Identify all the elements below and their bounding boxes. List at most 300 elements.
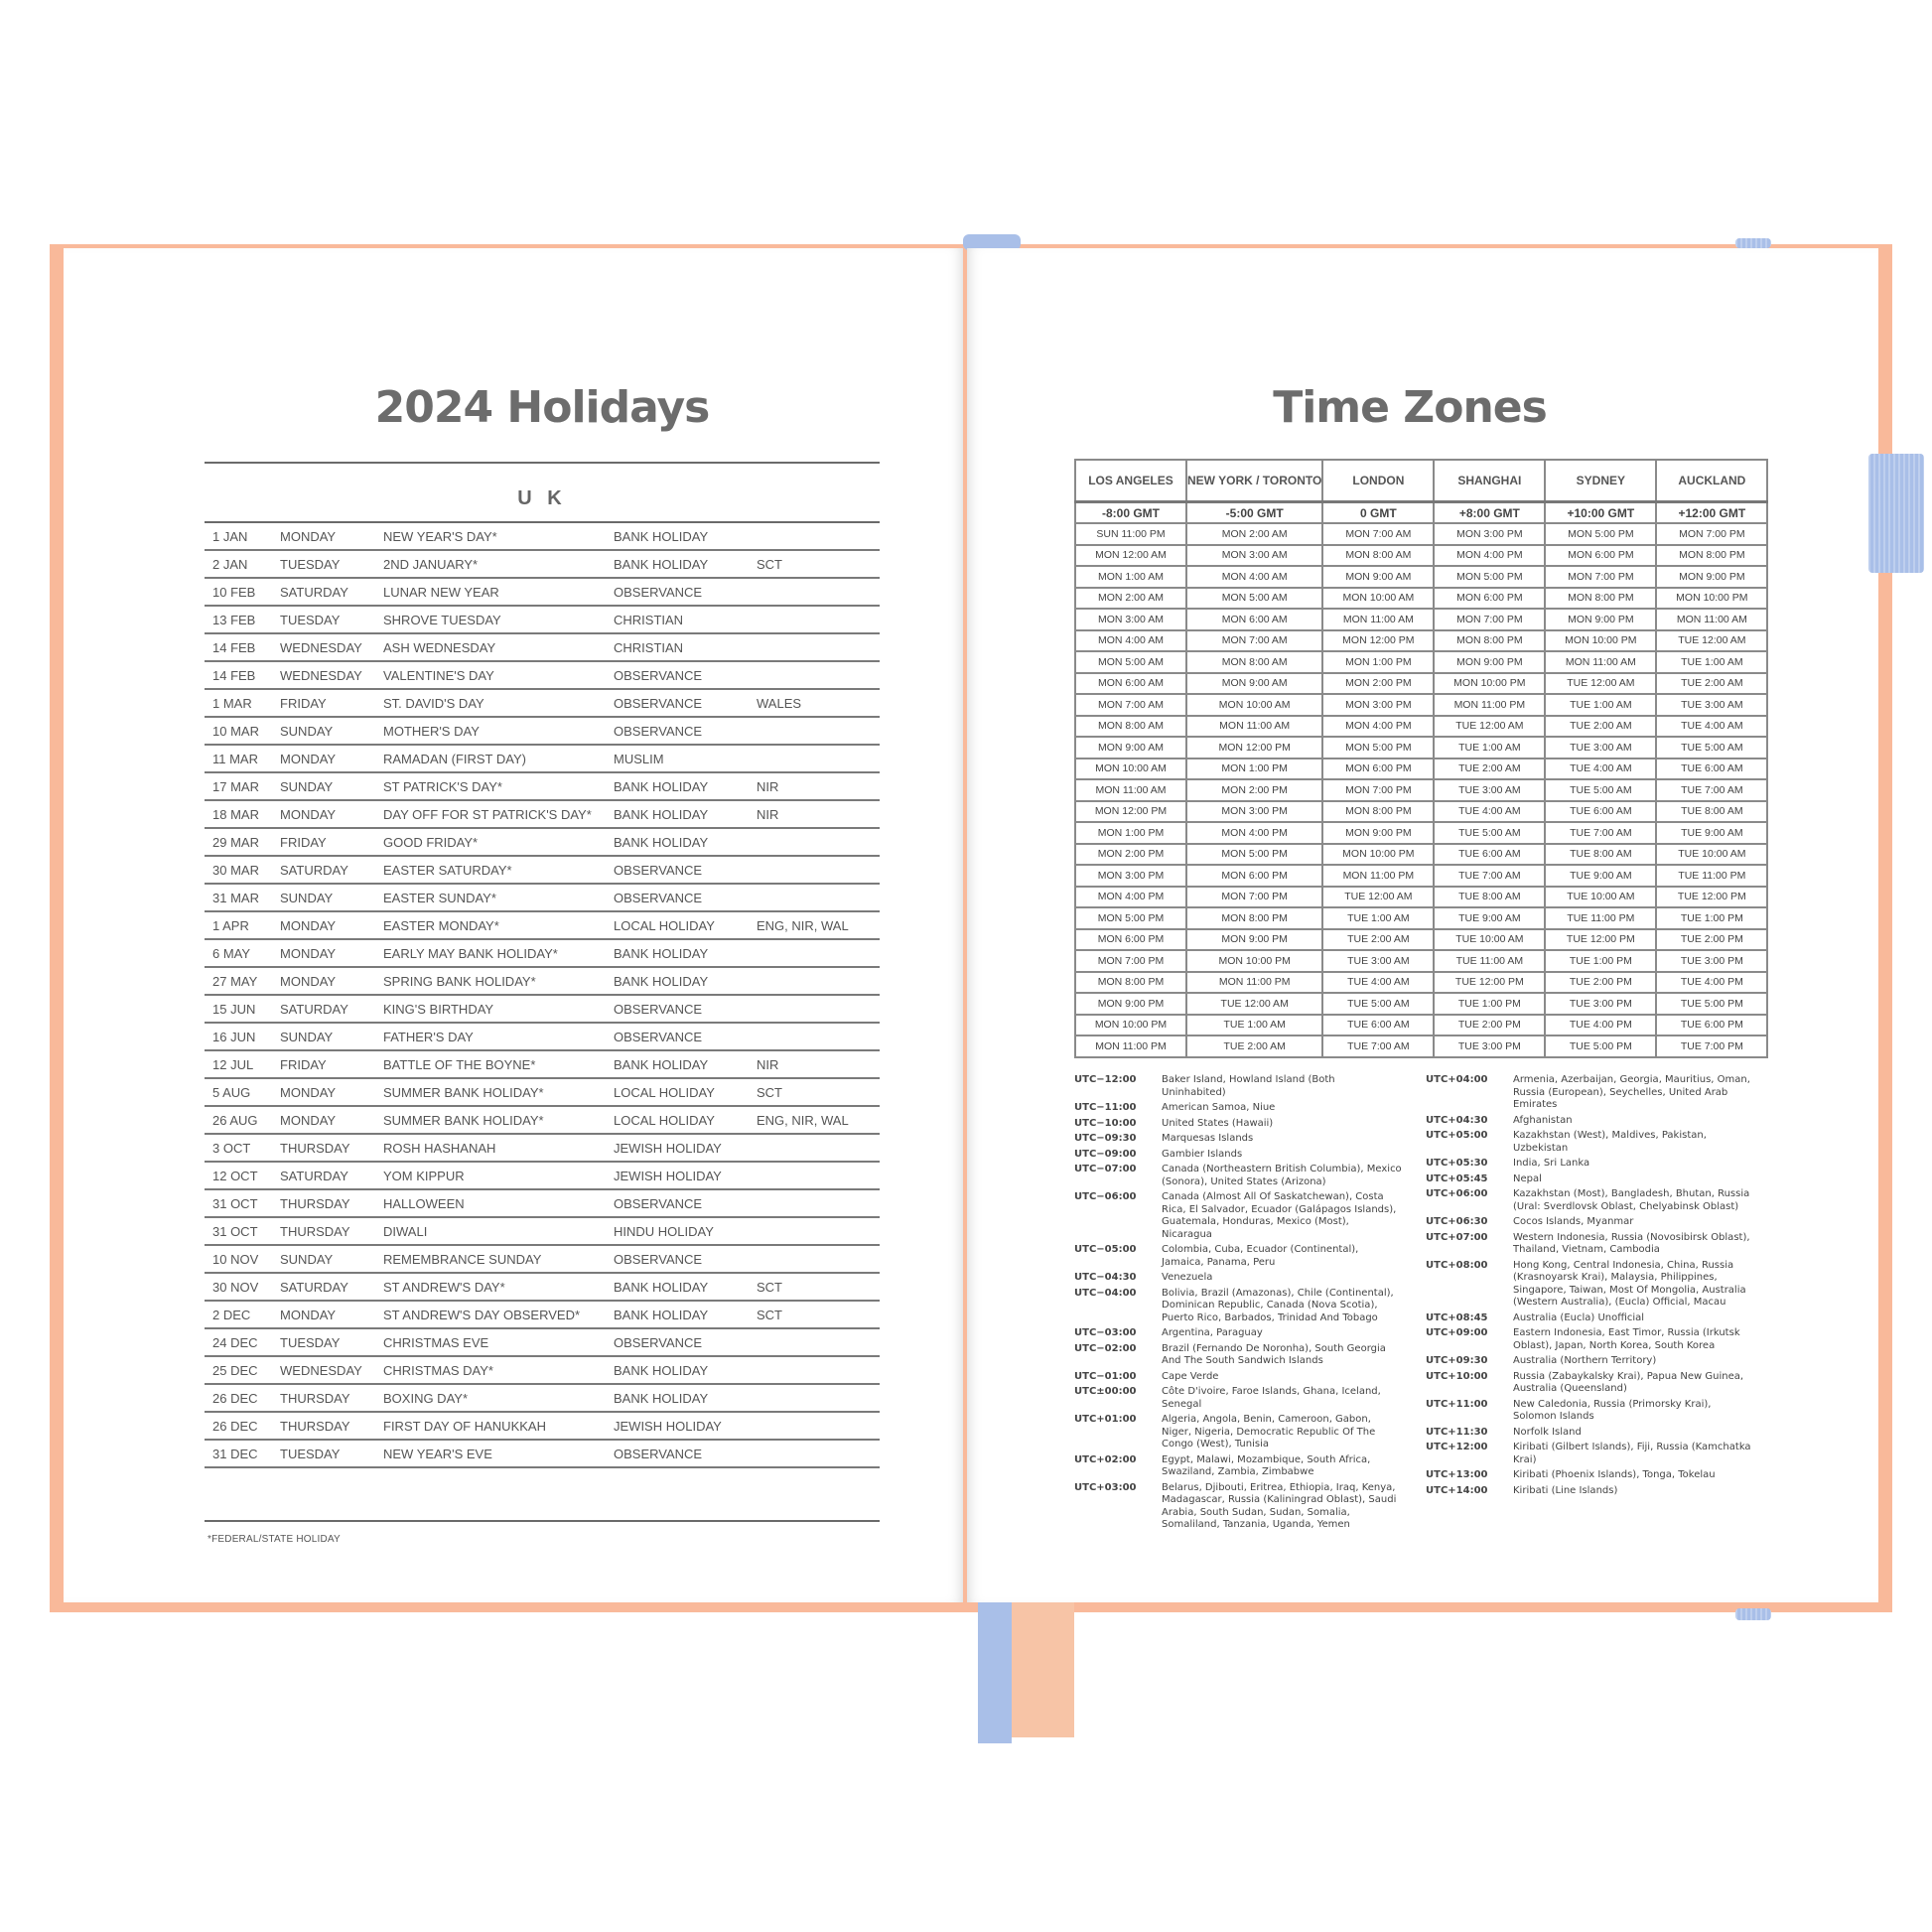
- utc-offset: UTC+04:30: [1426, 1114, 1488, 1126]
- holiday-region: [757, 579, 876, 605]
- holiday-type: OBSERVANCE: [614, 891, 703, 905]
- ribbon-blue[interactable]: [978, 1588, 1012, 1743]
- time-cell: SUN 11:00 PM: [1075, 523, 1186, 545]
- holiday-region: [757, 607, 876, 632]
- table-row: [1075, 523, 1767, 545]
- time-cell: MON 5:00 PM: [1075, 907, 1186, 929]
- time-cell: TUE 10:00 AM: [1434, 929, 1545, 951]
- utc-entry: [1074, 1343, 1402, 1368]
- utc-countries: Cape Verde: [1162, 1370, 1219, 1382]
- holiday-name: ST ANDREW'S DAY*: [383, 1280, 505, 1295]
- holiday-type: BANK HOLIDAY: [614, 807, 709, 822]
- utc-entry: [1426, 1427, 1753, 1440]
- utc-countries: Russia (Zabaykalsky Krai), Papua New Guinea, Australia (Queensland): [1513, 1370, 1744, 1394]
- time-cell: TUE 2:00 AM: [1656, 673, 1767, 695]
- holiday-name: EASTER SATURDAY*: [383, 863, 512, 878]
- utc-offset: UTC−09:30: [1074, 1133, 1137, 1144]
- table-row: [205, 1107, 880, 1135]
- gmt-offset: +8:00 GMT: [1434, 502, 1545, 524]
- table-row: [205, 1385, 880, 1413]
- holiday-type: OBSERVANCE: [614, 696, 703, 711]
- utc-countries: Brazil (Fernando De Noronha), South Georgia And The South Sandwich Islands: [1162, 1342, 1386, 1366]
- time-cell: MON 4:00 PM: [1322, 716, 1434, 738]
- time-cell: MON 5:00 AM: [1186, 588, 1322, 610]
- time-cell: MON 6:00 PM: [1434, 588, 1545, 610]
- time-cell: MON 10:00 AM: [1322, 588, 1434, 610]
- time-cell: MON 8:00 PM: [1434, 630, 1545, 652]
- holiday-weekday: THURSDAY: [280, 1224, 350, 1239]
- utc-offset: UTC+13:00: [1426, 1469, 1488, 1480]
- time-cell: MON 9:00 PM: [1075, 993, 1186, 1015]
- time-cell: TUE 3:00 PM: [1656, 950, 1767, 972]
- utc-entry: [1426, 1173, 1753, 1186]
- time-cell: TUE 2:00 AM: [1322, 929, 1434, 951]
- time-cell: TUE 6:00 AM: [1656, 759, 1767, 780]
- holiday-region: [757, 857, 876, 883]
- utc-offset: UTC+05:00: [1426, 1130, 1488, 1141]
- holiday-date: 24 DEC: [212, 1335, 258, 1350]
- time-cell: TUE 6:00 AM: [1434, 844, 1545, 866]
- holiday-date: 17 MAR: [212, 779, 259, 794]
- holiday-weekday: THURSDAY: [280, 1196, 350, 1211]
- utc-countries: Kazakhstan (Most), Bangladesh, Bhutan, Russia (Ural: Sverdlovsk Oblast, Chelyabinsk Oblast): [1513, 1188, 1750, 1212]
- holiday-type: OBSERVANCE: [614, 1196, 703, 1211]
- utc-offset: UTC±00:00: [1074, 1386, 1137, 1397]
- holiday-date: 31 DEC: [212, 1447, 258, 1461]
- elastic-band-bottom: [1735, 1608, 1771, 1620]
- utc-offset: UTC+05:45: [1426, 1173, 1488, 1184]
- holiday-region: [757, 1190, 876, 1216]
- time-cell: MON 7:00 PM: [1434, 609, 1545, 630]
- city-header: LOS ANGELES: [1075, 460, 1186, 502]
- table-row: [205, 801, 880, 829]
- utc-entry: [1074, 1164, 1402, 1188]
- holiday-region: ENG, NIR, WAL: [757, 1113, 849, 1128]
- time-cell: TUE 3:00 AM: [1434, 779, 1545, 801]
- table-row: [1075, 566, 1767, 588]
- holiday-weekday: MONDAY: [280, 807, 337, 822]
- holiday-name: EASTER MONDAY*: [383, 918, 499, 933]
- utc-entry: [1074, 1327, 1402, 1340]
- time-cell: TUE 4:00 AM: [1434, 801, 1545, 823]
- table-row: [205, 1357, 880, 1385]
- holiday-region: ENG, NIR, WAL: [757, 918, 849, 933]
- holiday-type: BANK HOLIDAY: [614, 1057, 709, 1072]
- holiday-date: 27 MAY: [212, 974, 258, 989]
- time-cell: TUE 2:00 AM: [1434, 759, 1545, 780]
- holiday-type: LOCAL HOLIDAY: [614, 1085, 715, 1100]
- utc-entry: [1074, 1371, 1402, 1384]
- table-row: [205, 551, 880, 579]
- time-cell: MON 5:00 PM: [1322, 737, 1434, 759]
- time-cell: TUE 10:00 AM: [1545, 887, 1656, 908]
- utc-offset: UTC−04:30: [1074, 1272, 1137, 1283]
- footnote-rule: [205, 1520, 880, 1522]
- holiday-weekday: TUESDAY: [280, 613, 341, 627]
- holiday-type: BANK HOLIDAY: [614, 1363, 709, 1378]
- gmt-offset: +12:00 GMT: [1656, 502, 1767, 524]
- holiday-weekday: WEDNESDAY: [280, 668, 362, 683]
- time-cell: TUE 9:00 AM: [1656, 822, 1767, 844]
- time-cell: MON 11:00 AM: [1322, 609, 1434, 630]
- holiday-type: OBSERVANCE: [614, 1030, 703, 1044]
- time-cell: TUE 4:00 AM: [1545, 759, 1656, 780]
- holiday-date: 31 OCT: [212, 1196, 258, 1211]
- time-cell: TUE 7:00 AM: [1434, 865, 1545, 887]
- time-cell: MON 4:00 AM: [1186, 566, 1322, 588]
- time-cell: TUE 12:00 PM: [1434, 972, 1545, 994]
- holiday-weekday: SUNDAY: [280, 724, 334, 739]
- holiday-weekday: THURSDAY: [280, 1419, 350, 1434]
- utc-offset: UTC+11:00: [1426, 1398, 1488, 1410]
- time-cell: MON 6:00 PM: [1322, 759, 1434, 780]
- table-row: [205, 940, 880, 968]
- table-row: [205, 1079, 880, 1107]
- holiday-date: 12 JUL: [212, 1057, 254, 1072]
- table-row: [205, 885, 880, 912]
- holiday-type: OBSERVANCE: [614, 1252, 703, 1267]
- time-cell: MON 4:00 PM: [1186, 822, 1322, 844]
- table-row: [205, 912, 880, 940]
- time-cell: TUE 6:00 AM: [1322, 1015, 1434, 1036]
- utc-countries: Armenia, Azerbaijan, Georgia, Mauritius, Oman, Russia (European), Seychelles, United Arab Emirates: [1513, 1074, 1750, 1110]
- holiday-type: JEWISH HOLIDAY: [614, 1419, 722, 1434]
- time-cell: TUE 1:00 AM: [1322, 907, 1434, 929]
- time-cell: TUE 12:00 AM: [1545, 673, 1656, 695]
- time-cell: TUE 12:00 AM: [1322, 887, 1434, 908]
- utc-countries: United States (Hawaii): [1162, 1117, 1274, 1129]
- holiday-type: OBSERVANCE: [614, 585, 703, 600]
- holiday-weekday: SUNDAY: [280, 891, 334, 905]
- time-cell: MON 9:00 PM: [1656, 566, 1767, 588]
- holiday-weekday: TUESDAY: [280, 1335, 341, 1350]
- time-cell: MON 2:00 PM: [1186, 779, 1322, 801]
- time-cell: MON 11:00 AM: [1545, 651, 1656, 673]
- holiday-weekday: TUESDAY: [280, 557, 341, 572]
- holiday-region: [757, 718, 876, 744]
- utc-entry: [1074, 1288, 1402, 1325]
- utc-entry: [1426, 1074, 1753, 1112]
- time-cell: MON 10:00 PM: [1434, 673, 1545, 695]
- gmt-offset-row: [1075, 502, 1767, 524]
- utc-offset: UTC+06:00: [1426, 1188, 1488, 1199]
- holiday-region: WALES: [757, 696, 802, 711]
- time-cell: TUE 3:00 AM: [1656, 694, 1767, 716]
- utc-entry: [1426, 1442, 1753, 1466]
- holiday-name: EASTER SUNDAY*: [383, 891, 496, 905]
- holiday-name: YOM KIPPUR: [383, 1169, 465, 1183]
- utc-entry: [1426, 1130, 1753, 1155]
- time-cell: MON 9:00 PM: [1186, 929, 1322, 951]
- holiday-name: CHRISTMAS DAY*: [383, 1363, 493, 1378]
- utc-offset: UTC−01:00: [1074, 1370, 1137, 1382]
- time-cell: MON 4:00 PM: [1434, 545, 1545, 567]
- time-cell: MON 1:00 AM: [1075, 566, 1186, 588]
- holiday-name: BOXING DAY*: [383, 1391, 469, 1406]
- time-zones-title: Time Zones: [1273, 382, 1547, 433]
- utc-entry: [1426, 1469, 1753, 1482]
- time-cell: MON 9:00 AM: [1186, 673, 1322, 695]
- holiday-date: 30 MAR: [212, 863, 259, 878]
- utc-list-right: [1426, 1074, 1753, 1500]
- utc-countries: Eastern Indonesia, East Timor, Russia (Irkutsk Oblast), Japan, North Korea, South Korea: [1513, 1327, 1740, 1351]
- table-row: [205, 1413, 880, 1441]
- holiday-region: [757, 1385, 876, 1411]
- time-cell: MON 8:00 AM: [1322, 545, 1434, 567]
- time-cell: TUE 7:00 PM: [1656, 1035, 1767, 1057]
- time-cell: MON 7:00 PM: [1075, 950, 1186, 972]
- holiday-date: 18 MAR: [212, 807, 259, 822]
- holiday-date: 1 APR: [212, 918, 249, 933]
- utc-countries: Hong Kong, Central Indonesia, China, Russia (Krasnoyarsk Krai), Malaysia, Philippines, Singapore, Taiwan, Most Of Mongolia, Australia (Western Australia), (Eucla) Official, Macau: [1513, 1259, 1746, 1308]
- holiday-date: 2 JAN: [212, 557, 248, 572]
- time-cell: MON 9:00 PM: [1545, 609, 1656, 630]
- time-cell: TUE 5:00 PM: [1545, 1035, 1656, 1057]
- time-cell: TUE 3:00 AM: [1322, 950, 1434, 972]
- utc-countries: Nepal: [1513, 1173, 1542, 1184]
- table-row: [205, 690, 880, 718]
- table-row: [205, 1163, 880, 1190]
- holiday-region: SCT: [757, 1085, 782, 1100]
- holiday-weekday: SATURDAY: [280, 585, 348, 600]
- utc-entry: [1426, 1399, 1753, 1424]
- table-row: [205, 662, 880, 690]
- utc-entry: [1074, 1118, 1402, 1131]
- utc-countries: Australia (Eucla) Unofficial: [1513, 1311, 1645, 1323]
- holiday-type: BANK HOLIDAY: [614, 974, 709, 989]
- table-row: [205, 857, 880, 885]
- table-row: [205, 1441, 880, 1468]
- utc-countries: Gambier Islands: [1162, 1148, 1243, 1160]
- holiday-weekday: MONDAY: [280, 1085, 337, 1100]
- utc-entry: [1426, 1158, 1753, 1171]
- table-row: [205, 1135, 880, 1163]
- time-cell: MON 7:00 AM: [1075, 694, 1186, 716]
- table-row: [1075, 737, 1767, 759]
- time-cell: TUE 2:00 PM: [1656, 929, 1767, 951]
- holiday-name: DIWALI: [383, 1224, 428, 1239]
- holiday-date: 1 MAR: [212, 696, 252, 711]
- holiday-region: [757, 1135, 876, 1161]
- holiday-date: 11 MAR: [212, 752, 258, 766]
- time-cell: MON 9:00 PM: [1322, 822, 1434, 844]
- utc-entry: [1074, 1074, 1402, 1099]
- time-cell: TUE 1:00 AM: [1434, 737, 1545, 759]
- holiday-type: LOCAL HOLIDAY: [614, 1113, 715, 1128]
- time-cell: TUE 8:00 AM: [1545, 844, 1656, 866]
- time-cell: TUE 9:00 AM: [1545, 865, 1656, 887]
- holiday-weekday: MONDAY: [280, 918, 337, 933]
- holiday-name: LUNAR NEW YEAR: [383, 585, 499, 600]
- holiday-name: EARLY MAY BANK HOLIDAY*: [383, 946, 558, 961]
- time-cell: MON 3:00 AM: [1075, 609, 1186, 630]
- holiday-date: 6 MAY: [212, 946, 251, 961]
- holiday-name: FIRST DAY OF HANUKKAH: [383, 1419, 546, 1434]
- time-cell: MON 11:00 PM: [1322, 865, 1434, 887]
- holiday-region: [757, 634, 876, 660]
- holiday-date: 25 DEC: [212, 1363, 258, 1378]
- time-cell: MON 11:00 PM: [1075, 1035, 1186, 1057]
- time-cell: MON 6:00 PM: [1186, 865, 1322, 887]
- time-cell: TUE 2:00 PM: [1545, 972, 1656, 994]
- region-heading: U K: [205, 464, 880, 523]
- holiday-date: 10 MAR: [212, 724, 259, 739]
- time-cell: MON 10:00 PM: [1656, 588, 1767, 610]
- holiday-name: FATHER'S DAY: [383, 1030, 474, 1044]
- table-row: [205, 1246, 880, 1274]
- holiday-date: 26 DEC: [212, 1391, 258, 1406]
- utc-entry: [1074, 1133, 1402, 1146]
- holiday-weekday: SATURDAY: [280, 1280, 348, 1295]
- time-cell: TUE 7:00 AM: [1656, 779, 1767, 801]
- utc-countries: Kiribati (Gilbert Islands), Fiji, Russia (Kamchatka Krai): [1513, 1442, 1751, 1465]
- holiday-name: ST. DAVID'S DAY: [383, 696, 484, 711]
- holiday-weekday: SATURDAY: [280, 1169, 348, 1183]
- time-cell: TUE 1:00 PM: [1434, 993, 1545, 1015]
- table-row: [205, 1024, 880, 1051]
- holiday-weekday: MONDAY: [280, 1308, 337, 1322]
- utc-entry: [1426, 1216, 1753, 1229]
- holiday-region: [757, 1163, 876, 1188]
- holiday-date: 26 DEC: [212, 1419, 258, 1434]
- time-cell: TUE 5:00 AM: [1434, 822, 1545, 844]
- utc-countries: Baker Island, Howland Island (Both Uninhabited): [1162, 1074, 1335, 1098]
- holiday-date: 5 AUG: [212, 1085, 251, 1100]
- table-row: [205, 773, 880, 801]
- time-cell: MON 9:00 PM: [1434, 651, 1545, 673]
- holiday-name: REMEMBRANCE SUNDAY: [383, 1252, 542, 1267]
- holiday-region: [757, 1441, 876, 1466]
- holiday-region: NIR: [757, 1057, 779, 1072]
- holiday-name: NEW YEAR'S DAY*: [383, 529, 497, 544]
- time-cell: TUE 6:00 PM: [1656, 1015, 1767, 1036]
- holiday-date: 2 DEC: [212, 1308, 251, 1322]
- utc-countries: Kiribati (Phoenix Islands), Tonga, Tokelau: [1513, 1469, 1716, 1480]
- holiday-name: NEW YEAR'S EVE: [383, 1447, 492, 1461]
- time-cell: MON 5:00 PM: [1186, 844, 1322, 866]
- holiday-type: OBSERVANCE: [614, 724, 703, 739]
- table-row: [1075, 844, 1767, 866]
- time-cell: MON 3:00 PM: [1434, 523, 1545, 545]
- utc-entry: [1426, 1312, 1753, 1325]
- city-header-row: [1075, 460, 1767, 502]
- holiday-date: 31 OCT: [212, 1224, 258, 1239]
- time-cell: TUE 1:00 AM: [1545, 694, 1656, 716]
- time-cell: MON 10:00 PM: [1545, 630, 1656, 652]
- time-cell: MON 8:00 AM: [1075, 716, 1186, 738]
- utc-countries: Egypt, Malawi, Mozambique, South Africa, Swaziland, Zambia, Zimbabwe: [1162, 1453, 1371, 1477]
- utc-entry: [1426, 1327, 1753, 1352]
- gmt-offset: -5:00 GMT: [1186, 502, 1322, 524]
- time-cell: MON 6:00 AM: [1186, 609, 1322, 630]
- holiday-region: [757, 829, 876, 855]
- elastic-band[interactable]: [1868, 454, 1924, 573]
- utc-offset: UTC+11:30: [1426, 1426, 1488, 1438]
- table-row: [205, 523, 880, 551]
- utc-countries: Colombia, Cuba, Ecuador (Continental), Jamaica, Panama, Peru: [1162, 1244, 1359, 1268]
- holiday-name: DAY OFF FOR ST PATRICK'S DAY*: [383, 807, 592, 822]
- utc-offset: UTC−11:00: [1074, 1102, 1137, 1113]
- table-row: [1075, 1035, 1767, 1057]
- holiday-type: JEWISH HOLIDAY: [614, 1169, 722, 1183]
- time-cell: MON 8:00 PM: [1545, 588, 1656, 610]
- utc-offset: UTC+09:00: [1426, 1327, 1488, 1338]
- holiday-type: BANK HOLIDAY: [614, 1391, 709, 1406]
- utc-offset: UTC−03:00: [1074, 1327, 1137, 1338]
- table-row: [1075, 651, 1767, 673]
- time-cell: TUE 11:00 PM: [1545, 907, 1656, 929]
- holiday-name: ST PATRICK'S DAY*: [383, 779, 502, 794]
- gmt-offset: +10:00 GMT: [1545, 502, 1656, 524]
- city-header: AUCKLAND: [1656, 460, 1767, 502]
- utc-offset: UTC−05:00: [1074, 1244, 1137, 1255]
- utc-entry: [1074, 1191, 1402, 1241]
- table-row: [205, 968, 880, 996]
- table-row: [1075, 779, 1767, 801]
- time-cell: MON 12:00 PM: [1075, 801, 1186, 823]
- utc-offset: UTC−12:00: [1074, 1074, 1137, 1085]
- time-cell: MON 5:00 PM: [1545, 523, 1656, 545]
- table-row: [205, 996, 880, 1024]
- time-cell: MON 10:00 AM: [1186, 694, 1322, 716]
- time-cell: MON 11:00 AM: [1186, 716, 1322, 738]
- holiday-type: CHRISTIAN: [614, 640, 684, 655]
- ribbon-peach: [1005, 1588, 1074, 1737]
- table-row: [1075, 1015, 1767, 1036]
- time-cell: TUE 1:00 PM: [1545, 950, 1656, 972]
- time-cell: TUE 5:00 AM: [1322, 993, 1434, 1015]
- time-cell: MON 11:00 AM: [1075, 779, 1186, 801]
- time-cell: TUE 4:00 AM: [1656, 716, 1767, 738]
- holiday-name: ST ANDREW'S DAY OBSERVED*: [383, 1308, 581, 1322]
- holiday-name: VALENTINE'S DAY: [383, 668, 494, 683]
- time-cell: TUE 5:00 PM: [1656, 993, 1767, 1015]
- table-row: [205, 607, 880, 634]
- time-cell: TUE 4:00 PM: [1545, 1015, 1656, 1036]
- holiday-date: 29 MAR: [212, 835, 259, 850]
- time-cell: MON 1:00 PM: [1186, 759, 1322, 780]
- time-cell: MON 2:00 PM: [1075, 844, 1186, 866]
- holiday-name: ROSH HASHANAH: [383, 1141, 496, 1156]
- time-cell: TUE 12:00 AM: [1186, 993, 1322, 1015]
- utc-countries: Algeria, Angola, Benin, Cameroon, Gabon, Niger, Nigeria, Democratic Republic Of The Congo (West), Tunisia: [1162, 1414, 1376, 1449]
- gmt-offset: 0 GMT: [1322, 502, 1434, 524]
- holiday-name: MOTHER'S DAY: [383, 724, 480, 739]
- utc-entry: [1074, 1386, 1402, 1411]
- utc-offset: UTC+09:30: [1426, 1355, 1488, 1366]
- holiday-date: 10 FEB: [212, 585, 256, 600]
- table-row: [1075, 929, 1767, 951]
- table-row: [1075, 759, 1767, 780]
- time-cell: MON 6:00 PM: [1545, 545, 1656, 567]
- time-cell: MON 8:00 PM: [1322, 801, 1434, 823]
- holiday-date: 31 MAR: [212, 891, 259, 905]
- time-cell: MON 8:00 PM: [1186, 907, 1322, 929]
- holiday-date: 1 JAN: [212, 529, 248, 544]
- time-cell: MON 8:00 PM: [1075, 972, 1186, 994]
- time-cell: MON 4:00 PM: [1075, 887, 1186, 908]
- table-row: [1075, 609, 1767, 630]
- time-cell: MON 7:00 PM: [1656, 523, 1767, 545]
- time-cell: TUE 1:00 AM: [1186, 1015, 1322, 1036]
- utc-entry: [1426, 1115, 1753, 1128]
- holiday-date: 13 FEB: [212, 613, 256, 627]
- city-header: LONDON: [1322, 460, 1434, 502]
- time-cell: TUE 3:00 PM: [1545, 993, 1656, 1015]
- table-row: [205, 829, 880, 857]
- table-row: [205, 1302, 880, 1329]
- time-cell: MON 1:00 PM: [1322, 651, 1434, 673]
